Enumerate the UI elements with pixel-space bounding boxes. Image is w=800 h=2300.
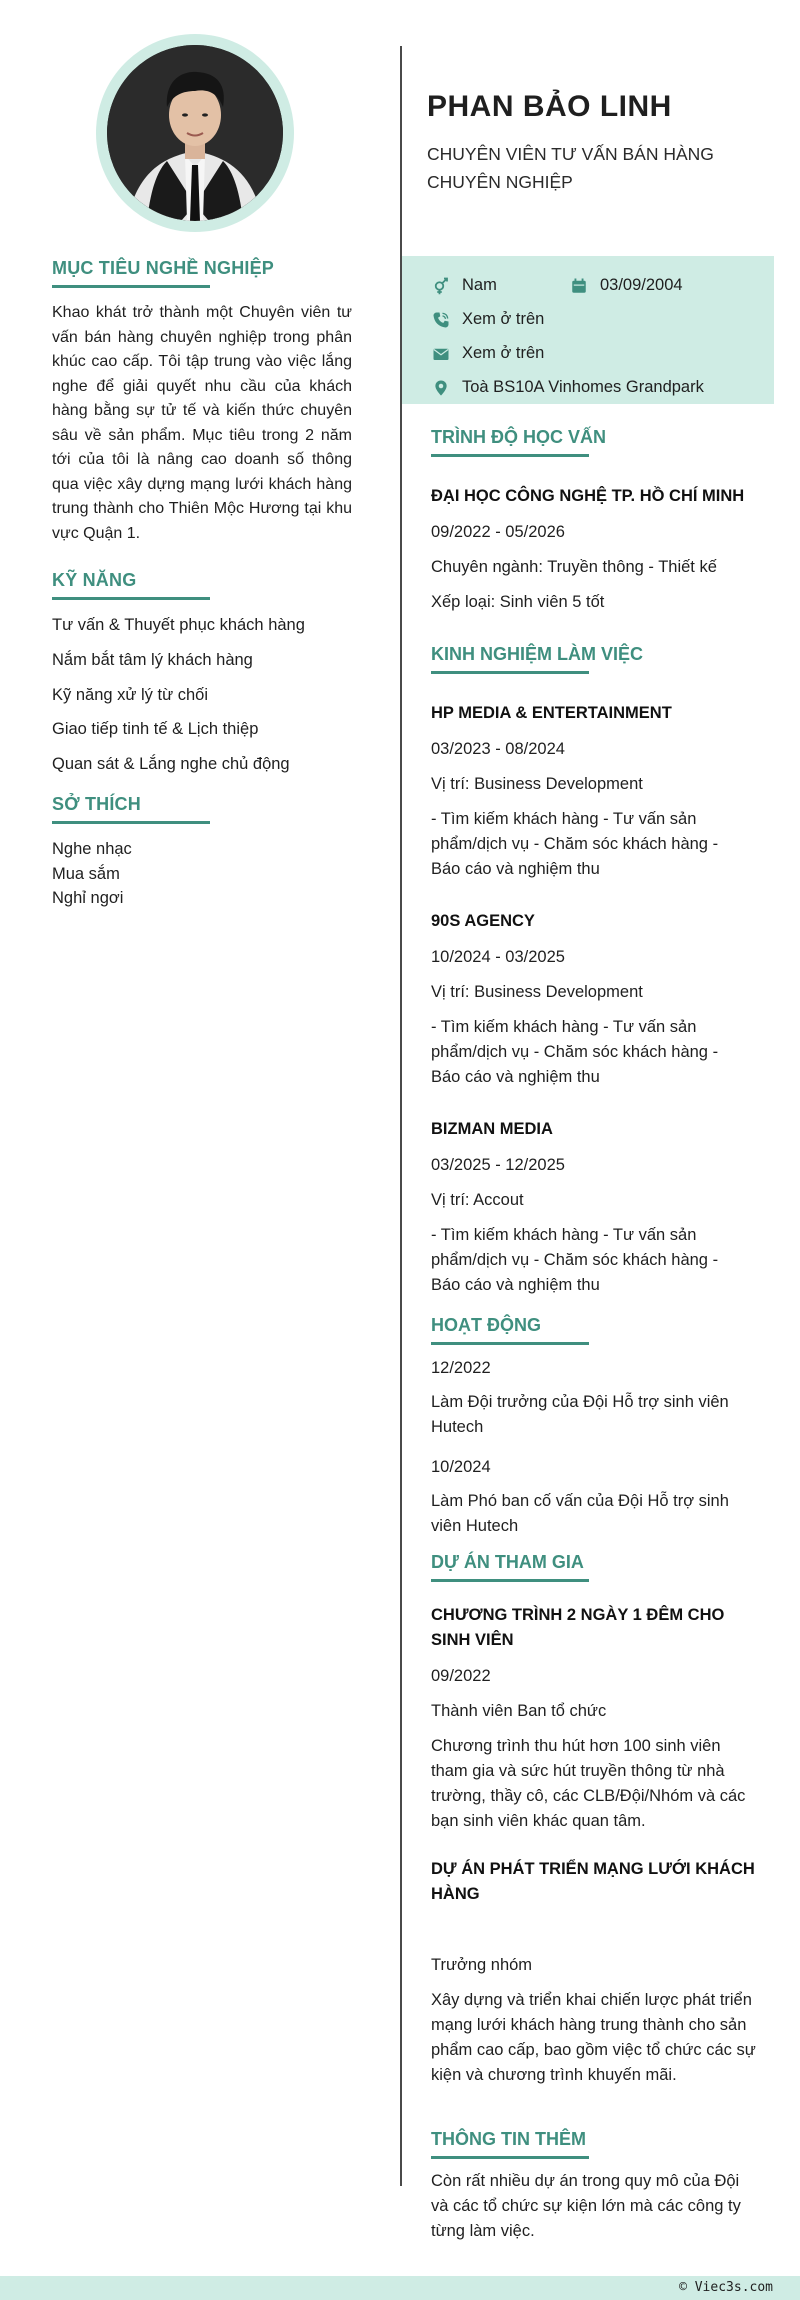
activity-date: 12/2022: [431, 1359, 491, 1377]
hobby-item: Mua sắm: [52, 865, 120, 883]
email-text: Xem ở trên: [462, 344, 545, 362]
education-section: [431, 427, 606, 457]
candidate-role: CHUYÊN VIÊN TƯ VẤN BÁN HÀNG CHUYÊN NGHIỆP: [427, 144, 714, 192]
job-description: - Tìm kiếm khách hàng - Tư vấn sản phẩm/dịch vụ - Chăm sóc khách hàng - Báo cáo và nghiệm thu: [431, 1226, 719, 1294]
project-role: Trưởng nhóm: [431, 1956, 533, 1974]
job-position: Vị trí: Accout: [431, 1191, 524, 1209]
portrait-image: [107, 45, 283, 221]
hobbies-underline: [52, 821, 210, 824]
phone-row: [432, 310, 544, 329]
birthday-text: 03/09/2004: [600, 276, 683, 294]
objective-section: [52, 258, 274, 288]
education-major: Chuyên ngành: Truyền thông - Thiết kế: [431, 558, 717, 576]
objective-title: MỤC TIÊU NGHỀ NGHIỆP: [52, 258, 275, 278]
job-period: 03/2025 - 12/2025: [431, 1156, 565, 1174]
activities-title: HOẠT ĐỘNG: [431, 1315, 541, 1335]
job-description: - Tìm kiếm khách hàng - Tư vấn sản phẩm/dịch vụ - Chăm sóc khách hàng - Báo cáo và nghiệm thu: [431, 1018, 719, 1086]
experience-underline: [431, 671, 589, 674]
school-name: ĐẠI HỌC CÔNG NGHỆ TP. HỒ CHÍ MINH: [431, 487, 745, 505]
job-position: Vị trí: Business Development: [431, 775, 643, 793]
skill-item: Nắm bắt tâm lý khách hàng: [52, 651, 253, 669]
objective-underline: [52, 285, 210, 288]
skill-item: Kỹ năng xử lý từ chối: [52, 686, 208, 704]
project-name: DỰ ÁN PHÁT TRIỂN MẠNG LƯỚI KHÁCH HÀNG: [431, 1860, 755, 1903]
skills-title: KỸ NĂNG: [52, 570, 137, 590]
hobbies-section: [52, 794, 210, 824]
job-company: BIZMAN MEDIA: [431, 1120, 553, 1138]
project-name: CHƯƠNG TRÌNH 2 NGÀY 1 ĐÊM CHO SINH VIÊN: [431, 1606, 725, 1649]
phone-icon: [432, 311, 450, 329]
project-date: 09/2022: [431, 1667, 491, 1685]
address-row: [432, 378, 704, 397]
project-role: Thành viên Ban tổ chức: [431, 1702, 607, 1720]
hobby-item: Nghỉ ngơi: [52, 889, 124, 907]
job-company: 90S AGENCY: [431, 912, 535, 930]
gender-text: Nam: [462, 276, 497, 294]
location-icon: [432, 379, 450, 397]
job-description: - Tìm kiếm khách hàng - Tư vấn sản phẩm/dịch vụ - Chăm sóc khách hàng - Báo cáo và nghiệm thu: [431, 810, 719, 878]
skills-section: [52, 570, 210, 600]
education-rank: Xếp loại: Sinh viên 5 tốt: [431, 593, 605, 611]
extra-underline: [431, 2156, 589, 2159]
education-title: TRÌNH ĐỘ HỌC VẤN: [431, 427, 606, 447]
objective-text: Khao khát trở thành một Chuyên viên tư vấn bán hàng chuyên nghiệp trong phân khúc cao cấp. Tôi tập trung vào việc lắng nghe để giải quyết nhu cầu của khách hàng bằng sự tử tế và kiến thức chuyên sâu về sản phẩm. Mục tiêu trong 2 năm tới của tôi là nâng cao doanh số thông qua việc xây dựng mạng lưới khách hàng trung thành cho Thiên Mộc Hương tại khu vực Quận 1.: [52, 304, 352, 542]
activities-section: [431, 1315, 589, 1345]
skill-item: Giao tiếp tinh tế & Lịch thiệp: [52, 720, 259, 738]
activity-description: Làm Đội trưởng của Đội Hỗ trợ sinh viên Hutech: [431, 1393, 729, 1436]
extra-section: [431, 2129, 589, 2159]
experience-section: [431, 644, 643, 674]
activity-description: Làm Phó ban cố vấn của Đội Hỗ trợ sinh viên Hutech: [431, 1492, 729, 1535]
job-period: 03/2023 - 08/2024: [431, 740, 565, 758]
projects-title: DỰ ÁN THAM GIA: [431, 1552, 584, 1572]
avatar-frame: [96, 34, 294, 232]
email-row: [432, 344, 544, 363]
phone-text: Xem ở trên: [462, 310, 545, 328]
projects-underline: [431, 1579, 589, 1582]
gender-row: [432, 276, 497, 295]
calendar-icon: [570, 277, 588, 295]
education-period: 09/2022 - 05/2026: [431, 523, 565, 541]
education-underline: [431, 454, 589, 457]
job-position: Vị trí: Business Development: [431, 983, 643, 1001]
extra-text: Còn rất nhiều dự án trong quy mô của Đội và các tổ chức sự kiện lớn mà các công ty từng làm việc.: [431, 2172, 741, 2240]
skill-item: Tư vấn & Thuyết phục khách hàng: [52, 616, 305, 634]
gender-icon: [432, 277, 450, 295]
email-icon: [432, 345, 450, 363]
skills-underline: [52, 597, 210, 600]
hobby-item: Nghe nhạc: [52, 840, 132, 858]
skill-item: Quan sát & Lắng nghe chủ động: [52, 755, 290, 773]
footer-credit[interactable]: © Viec3s.com: [679, 2280, 773, 2295]
address-text: Toà BS10A Vinhomes Grandpark: [462, 378, 704, 396]
experience-title: KINH NGHIỆM LÀM VIỆC: [431, 644, 644, 664]
job-company: HP MEDIA & ENTERTAINMENT: [431, 704, 672, 722]
avatar: [107, 45, 283, 221]
candidate-name: PHAN BẢO LINH: [427, 90, 672, 123]
footer-bar: [0, 2276, 800, 2300]
hobbies-title: SỞ THÍCH: [52, 794, 141, 814]
activity-date: 10/2024: [431, 1458, 491, 1476]
activities-underline: [431, 1342, 589, 1345]
contact-panel: [402, 256, 774, 404]
project-description: Chương trình thu hút hơn 100 sinh viên tham gia và sức hút truyền thông từ nhà trường, thầy cô, các CLB/Đội/Nhóm và các bạn sinh viên khác quan tâm.: [431, 1737, 746, 1830]
extra-title: THÔNG TIN THÊM: [431, 2129, 586, 2149]
job-period: 10/2024 - 03/2025: [431, 948, 565, 966]
project-description: Xây dựng và triển khai chiến lược phát triển mạng lưới khách hàng trung thành cho sản phẩm cao cấp, bao gồm việc tổ chức các sự kiện và chương trình khuyến mãi.: [431, 1991, 756, 2084]
projects-section: [431, 1552, 589, 1582]
birthday-row: [570, 276, 683, 295]
